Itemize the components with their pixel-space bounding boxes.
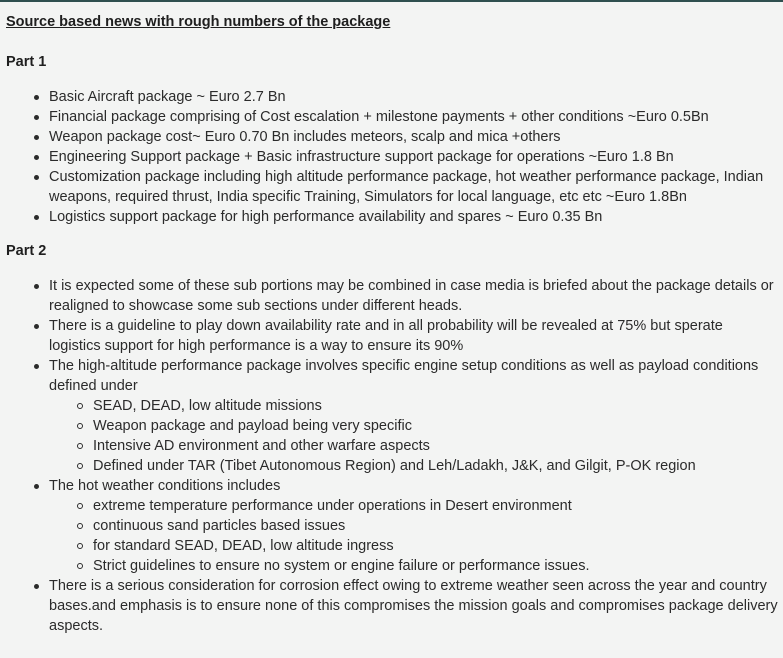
part2-heading: Part 2 [6, 243, 47, 259]
sublist-item: Strict guidelines to ensure no system or engine failure or performance issues. [77, 556, 778, 576]
top-border [0, 0, 783, 2]
list-item: There is a serious consideration for corrosion effect owing to extreme weather seen across the year and country bases.and emphasis is to ensure none of this compromises the mission goals and compromises package delivery aspects. [34, 576, 778, 636]
list-item [34, 356, 778, 476]
list-item: Logistics support package for high performance availability and spares ~ Euro 0.35 Bn [34, 207, 778, 227]
list-item [34, 476, 778, 576]
list-item: There is a guideline to play down availability rate and in all probability will be revealed at 75% but sperate logistics support for high performance is a way to ensure its 90% [34, 316, 778, 356]
part1-heading: Part 1 [6, 54, 47, 70]
list-item: Engineering Support package + Basic infrastructure support package for operations ~Euro 1.8 Bn [34, 147, 778, 167]
document-body [6, 12, 778, 636]
sublist-item: Defined under TAR (Tibet Autonomous Region) and Leh/Ladakh, J&K, and Gilgit, P-OK region [77, 456, 778, 476]
list-item: Weapon package cost~ Euro 0.70 Bn includes meteors, scalp and mica +others [34, 127, 778, 147]
list-item-text: The hot weather conditions includes [49, 478, 281, 494]
list-item: It is expected some of these sub portions may be combined in case media is briefed about the package details or realigned to showcase some sub sections under different heads. [34, 276, 778, 316]
list-item: Customization package including high altitude performance package, hot weather performance package, Indian weapons, required thrust, India specific Training, Simulators for local language, etc etc ~Euro 1.8Bn [34, 167, 778, 207]
sublist-item: Intensive AD environment and other warfare aspects [77, 436, 778, 456]
sublist-item: SEAD, DEAD, low altitude missions [77, 396, 778, 416]
list-item: Financial package comprising of Cost escalation + milestone payments + other conditions ~Euro 0.5Bn [34, 107, 778, 127]
sublist-item: for standard SEAD, DEAD, low altitude ingress [77, 536, 778, 556]
sublist [77, 496, 778, 576]
document-title: Source based news with rough numbers of the package [6, 14, 391, 30]
sublist-item: Weapon package and payload being very specific [77, 416, 778, 436]
part2-list [34, 276, 778, 636]
sublist-item: extreme temperature performance under operations in Desert environment [77, 496, 778, 516]
list-item-text: The high-altitude performance package involves specific engine setup conditions as well as payload conditions defined under [49, 358, 759, 394]
sublist-item: continuous sand particles based issues [77, 516, 778, 536]
part1-list [34, 87, 778, 227]
sublist [77, 396, 778, 476]
list-item: Basic Aircraft package ~ Euro 2.7 Bn [34, 87, 778, 107]
